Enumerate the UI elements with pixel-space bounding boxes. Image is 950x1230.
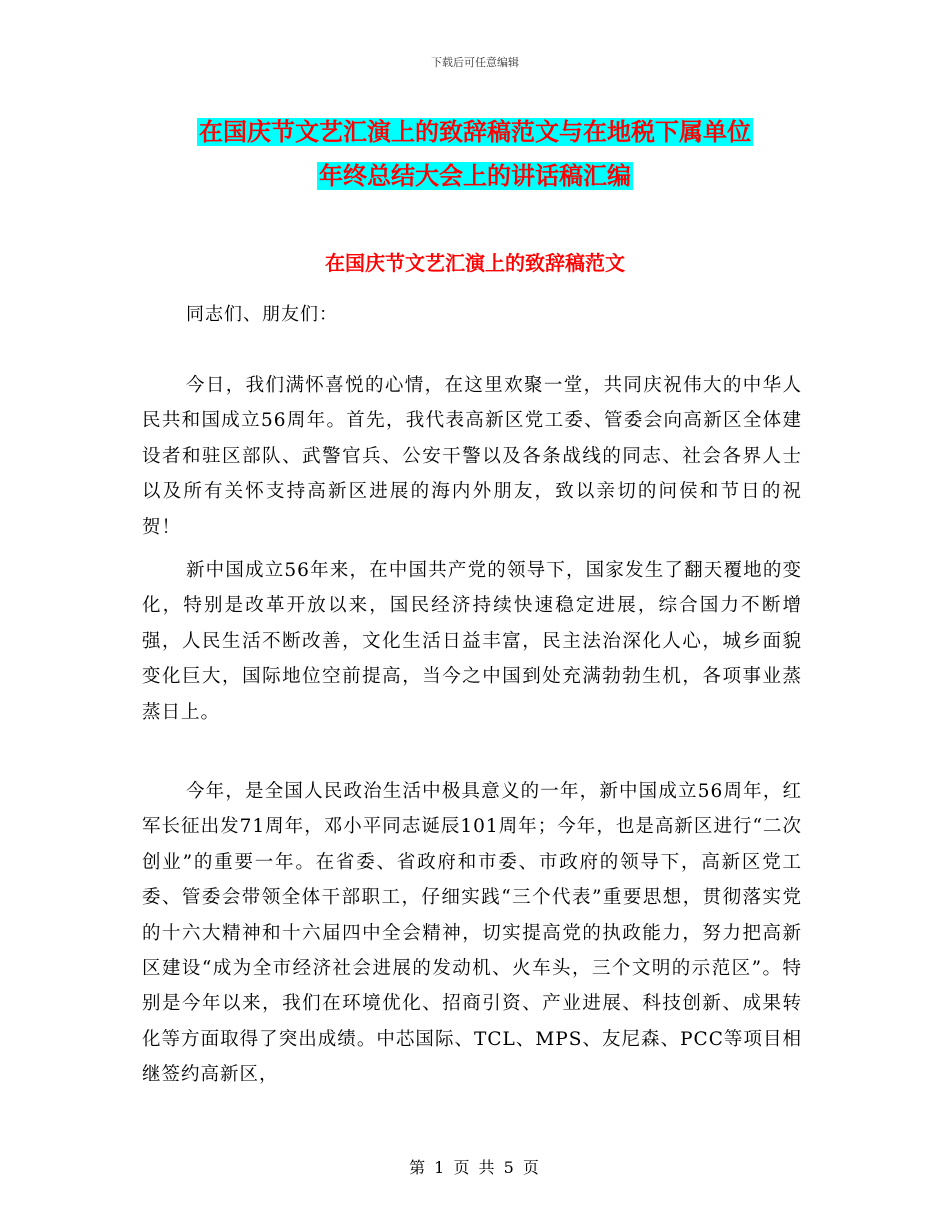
document-title-line-2: 年终总结大会上的讲话稿汇编 [319, 162, 631, 190]
greeting: 同志们、朋友们： [186, 304, 338, 325]
page-number-footer: 第 1 页 共 5 页 [409, 1158, 541, 1177]
section-title: 在国庆节文艺汇演上的致辞稿范文 [325, 251, 625, 275]
body-paragraph-2: 新中国成立56年来，在中国共产党的领导下，国家发生了翻天覆地的变化，特别是改革开放以来，国民经济持续快速稳定进展，综合国力不断增强，人民生活不断改善，文化生活日益丰富，民主法治深化人心，城乡面貌变化巨大，国际地位空前提高，当今之中国到处充满勃勃生机，各项事业蒸蒸日上。 [142, 560, 802, 723]
body-paragraph-1: 今日，我们满怀喜悦的心情，在这里欢聚一堂，共同庆祝伟大的中华人民共和国成立56周年。首先，我代表高新区党工委、管委会向高新区全体建设者和驻区部队、武警官兵、公安干警以及各条战线的同志、社会各界人士以及所有关怀支持高新区进展的海内外朋友，致以亲切的问侯和节日的祝贺！ [142, 375, 802, 538]
body-paragraph-3: 今年，是全国人民政治生活中极具意义的一年，新中国成立56周年，红军长征出发71周年，邓小平同志诞辰101周年；今年，也是高新区进行“二次创业”的重要一年。在省委、省政府和市委、市政府的领导下，高新区党工委、管委会带领全体干部职工，仔细实践“三个代表”重要思想，贯彻落实党的十六大精神和十六届四中全会精神，切实提高党的执政能力，努力把高新区建设“成为全市经济社会进展的发动机、火车头，三个文明的示范区”。特别是今年以来，我们在环境优化、招商引资、产业进展、科技创新、成果转化等方面取得了突出成绩。中芯国际、TCL、MPS、友尼森、PCC等项目相继签约高新区， [142, 781, 802, 1086]
document-title-line-1: 在国庆节文艺汇演上的致辞稿范文与在地税下属单位 [199, 118, 751, 146]
header-note: 下载后可任意编辑 [431, 56, 519, 69]
document-title [0, 110, 950, 198]
